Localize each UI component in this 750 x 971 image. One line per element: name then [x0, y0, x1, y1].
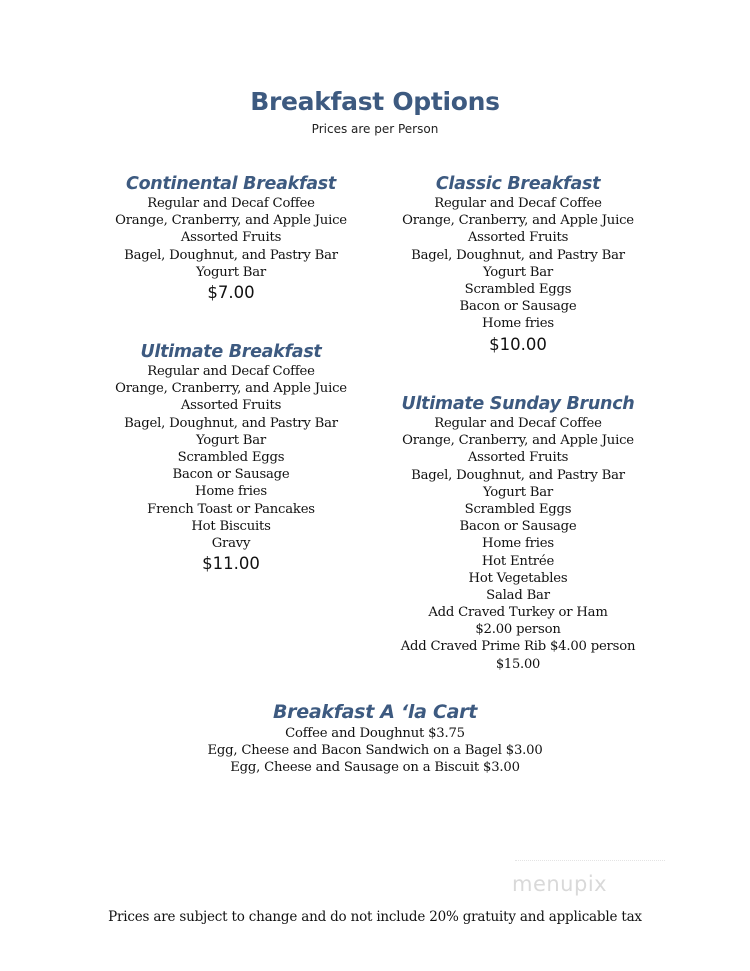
menu-item: Coffee and Doughnut $3.75	[285, 726, 465, 741]
section-price: $15.00	[495, 656, 541, 672]
page-title: Breakfast Options	[250, 87, 500, 116]
menu-item: French Toast or Pancakes	[147, 501, 315, 517]
section-title: Classic Breakfast	[435, 174, 601, 194]
menu-item: Salad Bar	[486, 587, 550, 603]
menu-item: Bacon or Sausage	[459, 519, 577, 535]
menu-item: Yogurt Bar	[482, 484, 554, 500]
sunday-brunch-section	[378, 393, 658, 673]
section-title: Continental Breakfast	[126, 174, 336, 194]
menu-item: Assorted Fruits	[467, 230, 569, 246]
menu-item: Bagel, Doughnut, and Pastry Bar	[411, 247, 625, 263]
menu-item: Egg, Cheese and Bacon Sandwich on a Bagel $3.00	[207, 743, 543, 759]
menu-item: Assorted Fruits	[467, 450, 569, 466]
footer-note: Prices are subject to change and do not include 20% gratuity and applicable tax	[108, 909, 642, 925]
section-title: Ultimate Breakfast	[140, 342, 322, 362]
menu-item: Scrambled Eggs	[177, 449, 285, 465]
section-price: $7.00	[207, 282, 255, 302]
menu-item: Orange, Cranberry, and Apple Juice	[115, 213, 347, 229]
continental-breakfast-section	[90, 173, 372, 304]
menu-item: Yogurt Bar	[195, 432, 267, 448]
menu-item: Orange, Cranberry, and Apple Juice	[402, 213, 634, 229]
menu-item: Gravy	[211, 535, 251, 551]
menu-item: Yogurt Bar	[482, 264, 554, 280]
menu-item: Hot Vegetables	[468, 570, 568, 586]
menu-item: Regular and Decaf Coffee	[147, 364, 315, 379]
menu-item: Assorted Fruits	[180, 230, 282, 246]
ultimate-breakfast-section	[90, 341, 372, 575]
menupix-watermark-logo: menupix	[512, 872, 608, 896]
menu-item: Home fries	[482, 536, 554, 552]
menu-item: Add Craved Turkey or Ham $2.00 person	[428, 605, 608, 638]
menu-item: Yogurt Bar	[195, 264, 267, 280]
menu-item: Hot Biscuits	[191, 518, 271, 534]
menu-item: Add Craved Prime Rib $4.00 person	[400, 639, 636, 655]
menu-item: Regular and Decaf Coffee	[434, 416, 602, 431]
menu-item: Home fries	[195, 484, 267, 500]
classic-breakfast-section	[378, 173, 658, 356]
watermark-divider	[515, 860, 665, 862]
section-title: Ultimate Sunday Brunch	[401, 394, 635, 414]
menu-item: Regular and Decaf Coffee	[147, 196, 315, 211]
menu-item: Bacon or Sausage	[459, 299, 577, 315]
menu-item: Bagel, Doughnut, and Pastry Bar	[411, 467, 625, 483]
section-price: $11.00	[202, 554, 260, 574]
menu-item: Egg, Cheese and Sausage on a Biscuit $3.00	[230, 760, 520, 776]
menu-item: Orange, Cranberry, and Apple Juice	[115, 381, 347, 397]
menu-item: Bacon or Sausage	[172, 467, 290, 483]
menu-item: Regular and Decaf Coffee	[434, 196, 602, 211]
menu-item: Home fries	[482, 316, 554, 332]
menu-item: Hot Entrée	[481, 553, 555, 569]
a-la-cart-section	[150, 700, 600, 777]
menu-item: Bagel, Doughnut, and Pastry Bar	[124, 247, 338, 263]
menu-item: Assorted Fruits	[180, 398, 282, 414]
menu-item: Bagel, Doughnut, and Pastry Bar	[124, 415, 338, 431]
section-title: Breakfast A ‘la Cart	[273, 701, 477, 723]
menu-item: Scrambled Eggs	[464, 281, 572, 297]
page-subtitle: Prices are per Person	[311, 122, 439, 136]
menu-item: Orange, Cranberry, and Apple Juice	[402, 433, 634, 449]
section-price: $10.00	[489, 334, 547, 354]
menu-item: Scrambled Eggs	[464, 501, 572, 517]
